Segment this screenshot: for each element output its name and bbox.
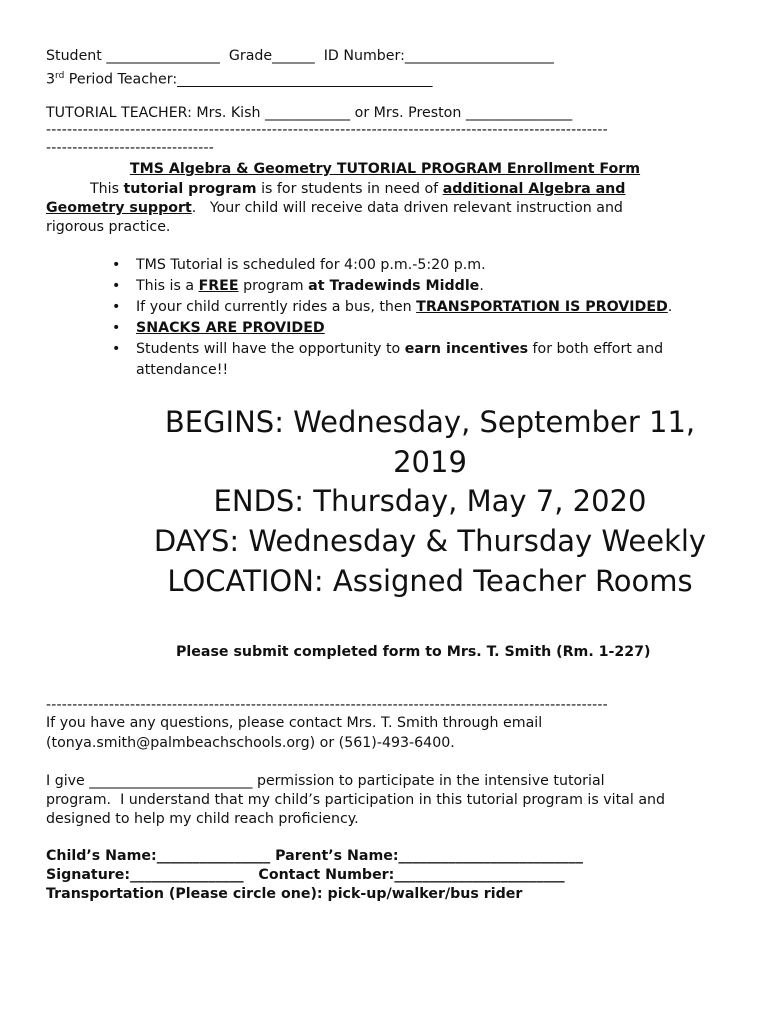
intro-text: This [90, 181, 124, 197]
intro-emphasis-tutorial: tutorial program [123, 181, 257, 197]
program-details-list [106, 255, 746, 381]
divider-top-continued: -------------------------------- [46, 140, 215, 156]
bullet-text: . [667, 299, 673, 315]
intro-line-2 [46, 199, 623, 218]
bullet-text: attendance!! [136, 362, 229, 378]
contact-line-2: (tonya.smith@palmbeachschools.org) or (561)-493-6400. [46, 735, 455, 751]
bullet-text: for both effort and [528, 341, 664, 357]
location-line: LOCATION: Assigned Teacher Rooms [167, 564, 693, 598]
signature-contact-line: Signature:________________ Contact Number:________________________ [46, 867, 565, 883]
bullet-free-emphasis: FREE [198, 278, 239, 294]
intro-text: . Your child will receive data driven relevant instruction and [191, 200, 623, 216]
period-number: 3 [46, 71, 56, 88]
bullet-text: program [238, 278, 309, 294]
third-period-teacher-line [46, 67, 433, 90]
intro-emphasis-support: additional Algebra and [442, 181, 626, 197]
child-parent-name-line: Child’s Name:________________ Parent’s Name:__________________________ [46, 848, 583, 864]
contact-line-1: If you have any questions, please contact Mrs. T. Smith through email [46, 715, 543, 731]
divider-bottom: ----------------------------------------------------------------------------------------------------------- [46, 697, 608, 713]
bullet-transportation [106, 297, 746, 318]
bullet-snacks-emphasis: SNACKS ARE PROVIDED [136, 320, 325, 336]
bullet-text: . [479, 278, 484, 294]
tutorial-teacher-line: TUTORIAL TEACHER: Mrs. Kish ____________ or Mrs. Preston _______________ [46, 105, 573, 121]
bullet-text: If your child currently rides a bus, then [136, 299, 417, 315]
bullet-snacks [106, 318, 746, 339]
bullet-text: Students will have the opportunity to [136, 341, 405, 357]
ends-date-line: ENDS: Thursday, May 7, 2020 [213, 484, 647, 518]
bullet-incentives [106, 339, 746, 381]
days-line: DAYS: Wednesday & Thursday Weekly [153, 524, 707, 558]
divider-top: ----------------------------------------------------------------------------------------------------------- [46, 122, 608, 138]
begins-date-line: BEGINS: Wednesday, September 11, [164, 405, 696, 439]
period-ordinal: rd [55, 71, 65, 81]
transportation-choice-line: Transportation (Please circle one): pick-up/walker/bus rider [46, 886, 523, 902]
intro-emphasis-geometry: Geometry support [46, 200, 192, 216]
permission-line-3: designed to help my child reach proficiency. [46, 811, 359, 827]
permission-line-2: program. I understand that my child’s participation in this tutorial program is vital and [46, 792, 666, 808]
begins-year-line: 2019 [393, 445, 467, 479]
bullet-school-emphasis: at Tradewinds Middle [308, 278, 480, 294]
student-grade-id-line: Student ________________ Grade______ ID Number:_____________________ [46, 48, 554, 64]
submit-instruction: Please submit completed form to Mrs. T. Smith (Rm. 1-227) [176, 644, 651, 660]
bullet-text: TMS Tutorial is scheduled for 4:00 p.m.-5:20 p.m. [136, 257, 486, 273]
bullet-schedule [106, 255, 746, 276]
intro-text: is for students in need of [256, 181, 443, 197]
intro-line-3: rigorous practice. [46, 219, 171, 235]
period-teacher-text: Period Teacher:____________________________________ [64, 71, 433, 88]
intro-line-1 [90, 180, 625, 199]
bullet-free [106, 276, 746, 297]
bullet-transportation-emphasis: TRANSPORTATION IS PROVIDED [416, 299, 668, 315]
permission-line-1: I give _______________________ permission to participate in the intensive tutorial [46, 773, 605, 789]
bullet-incentives-emphasis: earn incentives [404, 341, 529, 357]
form-title: TMS Algebra & Geometry TUTORIAL PROGRAM Enrollment Form [129, 161, 641, 177]
bullet-text: This is a [136, 278, 199, 294]
